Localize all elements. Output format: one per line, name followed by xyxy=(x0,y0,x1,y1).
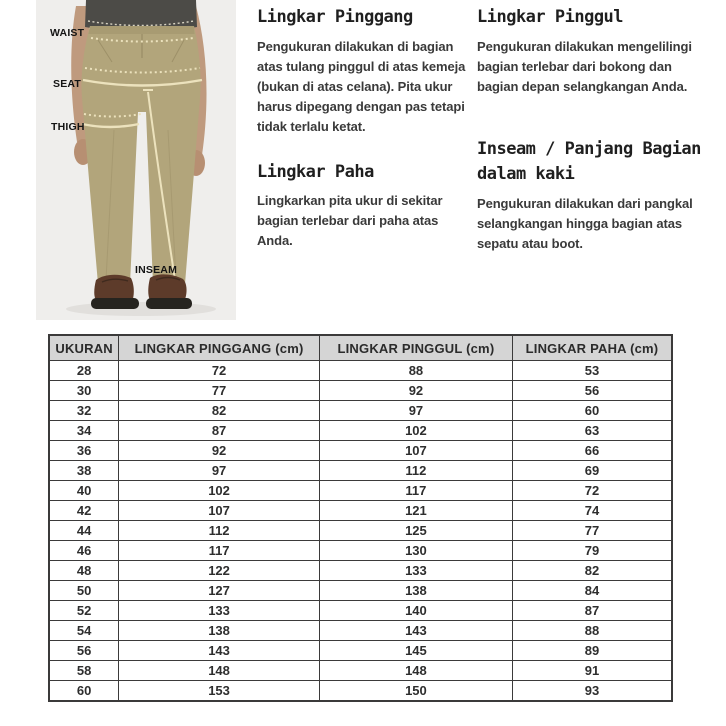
photo-label-thigh: THIGH xyxy=(51,121,85,133)
table-cell: 107 xyxy=(319,441,512,461)
photo-label-seat: SEAT xyxy=(53,78,82,90)
size-table-header-row xyxy=(49,335,672,361)
table-cell: 53 xyxy=(512,361,672,381)
table-cell: 87 xyxy=(512,601,672,621)
table-row xyxy=(49,521,672,541)
table-row xyxy=(49,561,672,581)
section-body-inseam: Pengukuran dilakukan dari pangkal selangkangan hingga bagian atas sepatu atau boot. xyxy=(477,195,693,251)
table-cell: 112 xyxy=(119,521,320,541)
table-cell: 56 xyxy=(512,381,672,401)
section-body-lingkar-pinggul: Pengukuran dilakukan mengelilingi bagian terlebar dari bokong dan bagian depan selangkangan Anda. xyxy=(477,38,692,94)
guide-column-left xyxy=(257,5,473,251)
size-table xyxy=(48,334,673,702)
table-cell: 36 xyxy=(49,441,119,461)
table-cell: 117 xyxy=(119,541,320,561)
table-row xyxy=(49,541,672,561)
table-cell: 52 xyxy=(49,601,119,621)
table-row xyxy=(49,381,672,401)
table-header-cell: LINGKAR PINGGANG (cm) xyxy=(119,335,320,361)
guide-column-right xyxy=(477,5,707,254)
table-cell: 72 xyxy=(119,361,320,381)
table-row xyxy=(49,421,672,441)
table-cell: 30 xyxy=(49,381,119,401)
table-cell: 91 xyxy=(512,661,672,681)
table-row xyxy=(49,581,672,601)
table-cell: 125 xyxy=(319,521,512,541)
table-row xyxy=(49,681,672,702)
section-body-lingkar-pinggang: Pengukuran dilakukan di bagian atas tulang pinggul di atas kemeja (bukan di atas celana). Pita ukur harus dipegang dengan pas tetapi tidak terlalu ketat. xyxy=(257,38,466,134)
table-cell: 121 xyxy=(319,501,512,521)
table-row xyxy=(49,641,672,661)
table-cell: 148 xyxy=(119,661,320,681)
table-row xyxy=(49,441,672,461)
photo-label-inseam: INSEAM xyxy=(135,264,178,276)
table-cell: 138 xyxy=(319,581,512,601)
table-cell: 50 xyxy=(49,581,119,601)
table-cell: 130 xyxy=(319,541,512,561)
table-cell: 140 xyxy=(319,601,512,621)
table-row xyxy=(49,501,672,521)
table-cell: 82 xyxy=(119,401,320,421)
table-cell: 58 xyxy=(49,661,119,681)
table-cell: 42 xyxy=(49,501,119,521)
size-table-body xyxy=(49,361,672,702)
table-cell: 92 xyxy=(119,441,320,461)
table-row xyxy=(49,481,672,501)
table-cell: 97 xyxy=(119,461,320,481)
table-cell: 112 xyxy=(319,461,512,481)
table-cell: 60 xyxy=(512,401,672,421)
table-cell: 84 xyxy=(512,581,672,601)
table-row xyxy=(49,601,672,621)
table-cell: 150 xyxy=(319,681,512,702)
table-cell: 82 xyxy=(512,561,672,581)
table-row xyxy=(49,401,672,421)
section-body-lingkar-paha: Lingkarkan pita ukur di sekitar bagian terlebar dari paha atas Anda. xyxy=(257,193,443,248)
table-cell: 66 xyxy=(512,441,672,461)
table-cell: 34 xyxy=(49,421,119,441)
table-header-cell: LINGKAR PAHA (cm) xyxy=(512,335,672,361)
table-cell: 88 xyxy=(512,621,672,641)
pants-photo xyxy=(36,0,236,320)
table-cell: 107 xyxy=(119,501,320,521)
table-cell: 32 xyxy=(49,401,119,421)
table-cell: 102 xyxy=(319,421,512,441)
table-cell: 28 xyxy=(49,361,119,381)
table-cell: 127 xyxy=(119,581,320,601)
table-cell: 88 xyxy=(319,361,512,381)
table-header-cell: LINGKAR PINGGUL (cm) xyxy=(319,335,512,361)
table-row xyxy=(49,621,672,641)
table-cell: 40 xyxy=(49,481,119,501)
section-title-inseam: Inseam / Panjang Bagian dalam kaki xyxy=(477,138,701,184)
table-cell: 56 xyxy=(49,641,119,661)
table-cell: 97 xyxy=(319,401,512,421)
table-cell: 38 xyxy=(49,461,119,481)
table-cell: 69 xyxy=(512,461,672,481)
table-row xyxy=(49,361,672,381)
table-cell: 89 xyxy=(512,641,672,661)
table-cell: 145 xyxy=(319,641,512,661)
table-cell: 46 xyxy=(49,541,119,561)
table-cell: 77 xyxy=(512,521,672,541)
table-cell: 148 xyxy=(319,661,512,681)
table-cell: 153 xyxy=(119,681,320,702)
table-cell: 60 xyxy=(49,681,119,702)
table-row xyxy=(49,461,672,481)
table-cell: 77 xyxy=(119,381,320,401)
table-cell: 143 xyxy=(119,641,320,661)
table-cell: 87 xyxy=(119,421,320,441)
table-cell: 122 xyxy=(119,561,320,581)
section-title-lingkar-pinggang: Lingkar Pinggang xyxy=(257,7,413,27)
table-cell: 72 xyxy=(512,481,672,501)
table-cell: 133 xyxy=(119,601,320,621)
table-cell: 44 xyxy=(49,521,119,541)
table-cell: 74 xyxy=(512,501,672,521)
table-cell: 143 xyxy=(319,621,512,641)
table-header-cell: UKURAN xyxy=(49,335,119,361)
section-title-lingkar-paha: Lingkar Paha xyxy=(257,161,374,182)
table-cell: 92 xyxy=(319,381,512,401)
table-row xyxy=(49,661,672,681)
photo-label-waist: WAIST xyxy=(50,27,85,39)
table-cell: 102 xyxy=(119,481,320,501)
table-cell: 93 xyxy=(512,681,672,702)
table-cell: 117 xyxy=(319,481,512,501)
table-cell: 54 xyxy=(49,621,119,641)
table-cell: 79 xyxy=(512,541,672,561)
table-cell: 138 xyxy=(119,621,320,641)
table-cell: 133 xyxy=(319,561,512,581)
table-cell: 63 xyxy=(512,421,672,441)
section-title-lingkar-pinggul: Lingkar Pinggul xyxy=(477,7,624,27)
table-cell: 48 xyxy=(49,561,119,581)
